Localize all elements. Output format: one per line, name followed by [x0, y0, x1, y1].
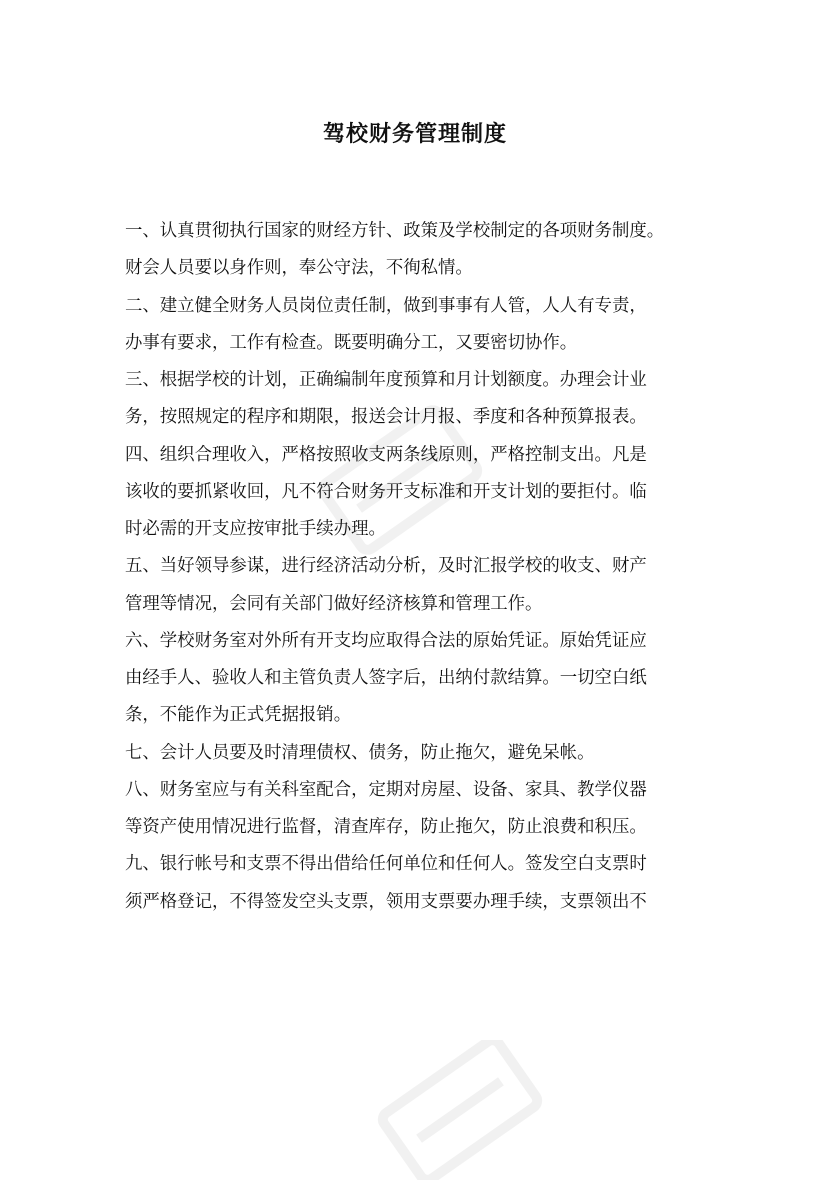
body-line: 条，不能作为正式凭据报销。	[125, 705, 352, 726]
body-line: 务，按照规定的程序和期限，报送会计月报、季度和各种预算报表。	[125, 407, 647, 428]
document-title: 驾校财务管理制度	[322, 122, 507, 147]
body-line: 三、根据学校的计划，正确编制年度预算和月计划额度。办理会计业	[125, 370, 647, 390]
body-line: 八、财务室应与有关科室配合，定期对房屋、设备、家具、教学仪器	[125, 779, 647, 800]
body-line: 五、当好领导参谋，进行经济活动分析，及时汇报学校的收支、财产	[125, 556, 647, 577]
body-line: 二、建立健全财务人员岗位责任制，做到事事有人管，人人有专责，	[125, 295, 647, 316]
body-line: 由经手人、验收人和主管负责人签字后，出纳付款结算。一切空白纸	[125, 668, 647, 688]
body-line: 一、认真贯彻执行国家的财经方针、政策及学校制定的各项财务制度。	[125, 221, 665, 241]
body-line: 管理等情况，会同有关部门做好经济核算和管理工作。	[125, 593, 543, 614]
body-line: 须严格登记，不得签发空头支票，领用支票要办理手续，支票领出不	[125, 891, 647, 912]
body-line: 财会人员要以身作则，奉公守法，不徇私情。	[125, 258, 473, 279]
body-line: 六、学校财务室对外所有开支均应取得合法的原始凭证。原始凭证应	[125, 630, 647, 651]
body-line: 九、银行帐号和支票不得出借给任何单位和任何人。签发空白支票时	[125, 854, 647, 875]
body-line: 四、组织合理收入，严格按照收支两条线原则，严格控制支出。凡是	[125, 444, 647, 465]
body-line: 七、会计人员要及时清理债权、债务，防止拖欠，避免呆帐。	[125, 742, 595, 763]
body-line: 该收的要抓紧收回，凡不符合财务开支标准和开支计划的要拒付。临	[125, 481, 647, 502]
body-line: 办事有要求，工作有检查。既要明确分工，又要密切协作。	[125, 332, 578, 353]
body-line: 时必需的开支应按审批手续办理。	[125, 519, 386, 539]
document-body	[125, 213, 710, 921]
watermark-stamp-icon	[360, 1040, 560, 1180]
body-line: 等资产使用情况进行监督，清查库存，防止拖欠，防止浪费和积压。	[125, 817, 647, 837]
